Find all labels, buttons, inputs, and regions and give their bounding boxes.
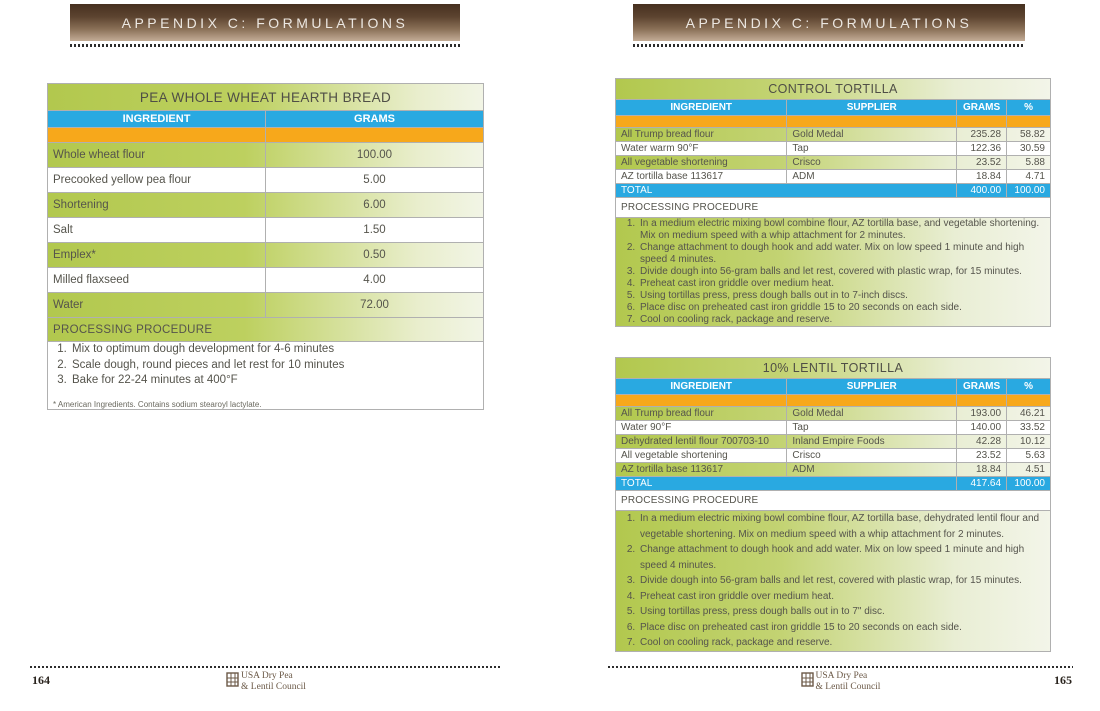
grams-cell: 18.84 [957,463,1007,477]
ingredient-row [48,143,484,168]
page-number-right: 165 [1054,673,1072,687]
ingredient-cell: All vegetable shortening [616,156,787,170]
procedure-step: 5. Using tortillas press, press dough balls out in to 7-inch discs. [638,290,1045,302]
procedure-step: 1. In a medium electric mixing bowl combine flour, AZ tortilla base, and vegetable shortening. Mix on medium speed with a whip attachment for 2 minutes. [638,218,1045,242]
grams-cell: 235.28 [957,128,1007,142]
grams-cell: 5.00 [266,168,484,193]
column-header-ingredient: INGREDIENT [616,379,787,395]
ingredient-row [48,193,484,218]
header-dotted-rule-right [633,44,1025,47]
grams-cell: 100.00 [266,143,484,168]
procedure-step: 4. Preheat cast iron griddle over medium heat. [638,589,1045,605]
column-header-row [48,111,484,128]
council-seal-icon [801,672,814,687]
procedure-step: 6. Place disc on preheated cast iron griddle 15 to 20 seconds on each side. [638,620,1045,636]
grams-cell: 23.52 [957,156,1007,170]
total-grams: 400.00 [957,184,1007,198]
total-percent: 100.00 [1007,477,1051,491]
ingredient-row [616,156,1051,170]
logo-line2: & Lentil Council [241,681,306,692]
ingredient-cell: AZ tortilla base 113617 [616,170,787,184]
procedure-step: 2. Scale dough, round pieces and let rest for 10 minutes [70,358,478,374]
supplier-cell: Inland Empire Foods [787,435,957,449]
percent-cell: 4.51 [1007,463,1051,477]
bread-formulation-table [47,83,484,410]
procedure-step: 3. Bake for 22-24 minutes at 400°F [70,373,478,389]
ingredient-row [48,268,484,293]
ingredient-cell: All Trump bread flour [616,407,787,421]
total-percent: 100.00 [1007,184,1051,198]
percent-cell: 5.88 [1007,156,1051,170]
ingredient-cell: Dehydrated lentil flour 700703-10 [616,435,787,449]
page-number-left: 164 [32,673,50,687]
ingredient-row [616,435,1051,449]
council-logo-left [30,671,502,692]
grams-cell: 6.00 [266,193,484,218]
column-header-grams: GRAMS [957,379,1007,395]
ingredient-row [616,463,1051,477]
procedure-step: 3. Divide dough into 56-gram balls and let rest, covered with plastic wrap, for 15 minutes. [638,573,1045,589]
total-grams: 417.64 [957,477,1007,491]
procedure-steps [621,511,1045,651]
procedure-step: 6. Place disc on preheated cast iron griddle 15 to 20 seconds on each side. [638,302,1045,314]
procedure-label: PROCESSING PROCEDURE [616,491,1051,511]
grams-cell: 0.50 [266,243,484,268]
percent-cell: 10.12 [1007,435,1051,449]
procedure-steps [621,218,1045,326]
ingredient-cell: All Trump bread flour [616,128,787,142]
council-logo-right [608,671,1073,692]
column-header-grams: GRAMS [957,100,1007,116]
table-title: 10% LENTIL TORTILLA [616,358,1051,379]
ingredient-cell: Precooked yellow pea flour [48,168,266,193]
percent-cell: 58.82 [1007,128,1051,142]
column-header-ingredient: INGREDIENT [616,100,787,116]
council-seal-icon [226,672,239,687]
supplier-cell: Gold Medal [787,407,957,421]
ingredient-cell: Whole wheat flour [48,143,266,168]
ingredient-row [48,218,484,243]
header-dotted-rule-left [70,44,460,47]
column-header-row [616,100,1051,116]
procedure-body-row [616,218,1051,327]
ingredient-cell: Shortening [48,193,266,218]
grams-cell: 140.00 [957,421,1007,435]
ingredient-row [48,243,484,268]
table-title: PEA WHOLE WHEAT HEARTH BREAD [48,84,484,111]
lentil-tortilla-table [615,357,1051,652]
ingredient-cell: Emplex* [48,243,266,268]
percent-cell: 30.59 [1007,142,1051,156]
total-label: TOTAL [616,184,957,198]
procedure-label: PROCESSING PROCEDURE [616,198,1051,218]
table-title: CONTROL TORTILLA [616,79,1051,100]
ingredient-cell: Water 90°F [616,421,787,435]
grams-cell: 122.36 [957,142,1007,156]
procedure-step: 2. Change attachment to dough hook and add water. Mix on low speed 1 minute and high speed 4 minutes. [638,242,1045,266]
accent-spacer-row [616,395,1051,407]
procedure-label: PROCESSING PROCEDURE [48,318,484,342]
procedure-label-row [48,318,484,342]
ingredient-row [48,168,484,193]
grams-cell: 4.00 [266,268,484,293]
control-tortilla-table [615,78,1051,327]
procedure-step: 4. Preheat cast iron griddle over medium heat. [638,278,1045,290]
ingredient-cell: Water warm 90°F [616,142,787,156]
column-header-supplier: SUPPLIER [787,100,957,116]
accent-spacer-row [48,128,484,143]
column-header-ingredient: INGREDIENT [48,111,266,128]
column-header-grams: GRAMS [266,111,484,128]
table-title-row [48,84,484,111]
procedure-step: 7. Cool on cooling rack, package and reserve. [638,635,1045,651]
procedure-label-row [616,198,1051,218]
supplier-cell: Tap [787,142,957,156]
footer-dotted-rule-right [608,666,1073,668]
grams-cell: 23.52 [957,449,1007,463]
appendix-banner-left: APPENDIX C: FORMULATIONS [70,4,460,41]
supplier-cell: Gold Medal [787,128,957,142]
procedure-body-row [616,511,1051,652]
ingredient-cell: Salt [48,218,266,243]
total-row [616,477,1051,491]
ingredient-cell: Milled flaxseed [48,268,266,293]
ingredient-row [616,128,1051,142]
supplier-cell: ADM [787,463,957,477]
procedure-steps [53,342,478,389]
procedure-label-row [616,491,1051,511]
logo-line1: USA Dry Pea [241,671,293,681]
percent-cell: 33.52 [1007,421,1051,435]
supplier-cell: Tap [787,421,957,435]
footer-dotted-rule-left [30,666,502,668]
ingredient-row [616,407,1051,421]
percent-cell: 5.63 [1007,449,1051,463]
ingredient-cell: All vegetable shortening [616,449,787,463]
procedure-step: 2. Change attachment to dough hook and add water. Mix on low speed 1 minute and high speed 4 minutes. [638,542,1045,573]
logo-line2: & Lentil Council [815,681,881,692]
footnote: * American Ingredients. Contains sodium stearoyl lactylate. [53,399,262,409]
ingredient-row [616,421,1051,435]
column-header-percent: % [1007,100,1051,116]
percent-cell: 46.21 [1007,407,1051,421]
procedure-step: 3. Divide dough into 56-gram balls and let rest, covered with plastic wrap, for 15 minutes. [638,266,1045,278]
appendix-banner-right: APPENDIX C: FORMULATIONS [633,4,1025,41]
grams-cell: 1.50 [266,218,484,243]
column-header-supplier: SUPPLIER [787,379,957,395]
grams-cell: 193.00 [957,407,1007,421]
column-header-row [616,379,1051,395]
ingredient-row [616,170,1051,184]
column-header-percent: % [1007,379,1051,395]
supplier-cell: Crisco [787,449,957,463]
table-title-row [616,79,1051,100]
percent-cell: 4.71 [1007,170,1051,184]
grams-cell: 18.84 [957,170,1007,184]
ingredient-cell: AZ tortilla base 113617 [616,463,787,477]
procedure-step: 7. Cool on cooling rack, package and reserve. [638,314,1045,326]
grams-cell: 72.00 [266,293,484,318]
procedure-step: 1. Mix to optimum dough development for 4-6 minutes [70,342,478,358]
procedure-step: 1. In a medium electric mixing bowl combine flour, AZ tortilla base, dehydrated lentil flour and vegetable shortening. Mix on medium speed with a whip attachment for 2 minutes. [638,511,1045,542]
total-label: TOTAL [616,477,957,491]
grams-cell: 42.28 [957,435,1007,449]
supplier-cell: ADM [787,170,957,184]
total-row [616,184,1051,198]
logo-line1: USA Dry Pea [815,671,868,681]
ingredient-row [48,293,484,318]
ingredient-cell: Water [48,293,266,318]
procedure-body-row [48,342,484,410]
ingredient-row [616,449,1051,463]
supplier-cell: Crisco [787,156,957,170]
table-title-row [616,358,1051,379]
accent-spacer-row [616,116,1051,128]
ingredient-row [616,142,1051,156]
procedure-step: 5. Using tortillas press, press dough balls out in to 7" disc. [638,604,1045,620]
